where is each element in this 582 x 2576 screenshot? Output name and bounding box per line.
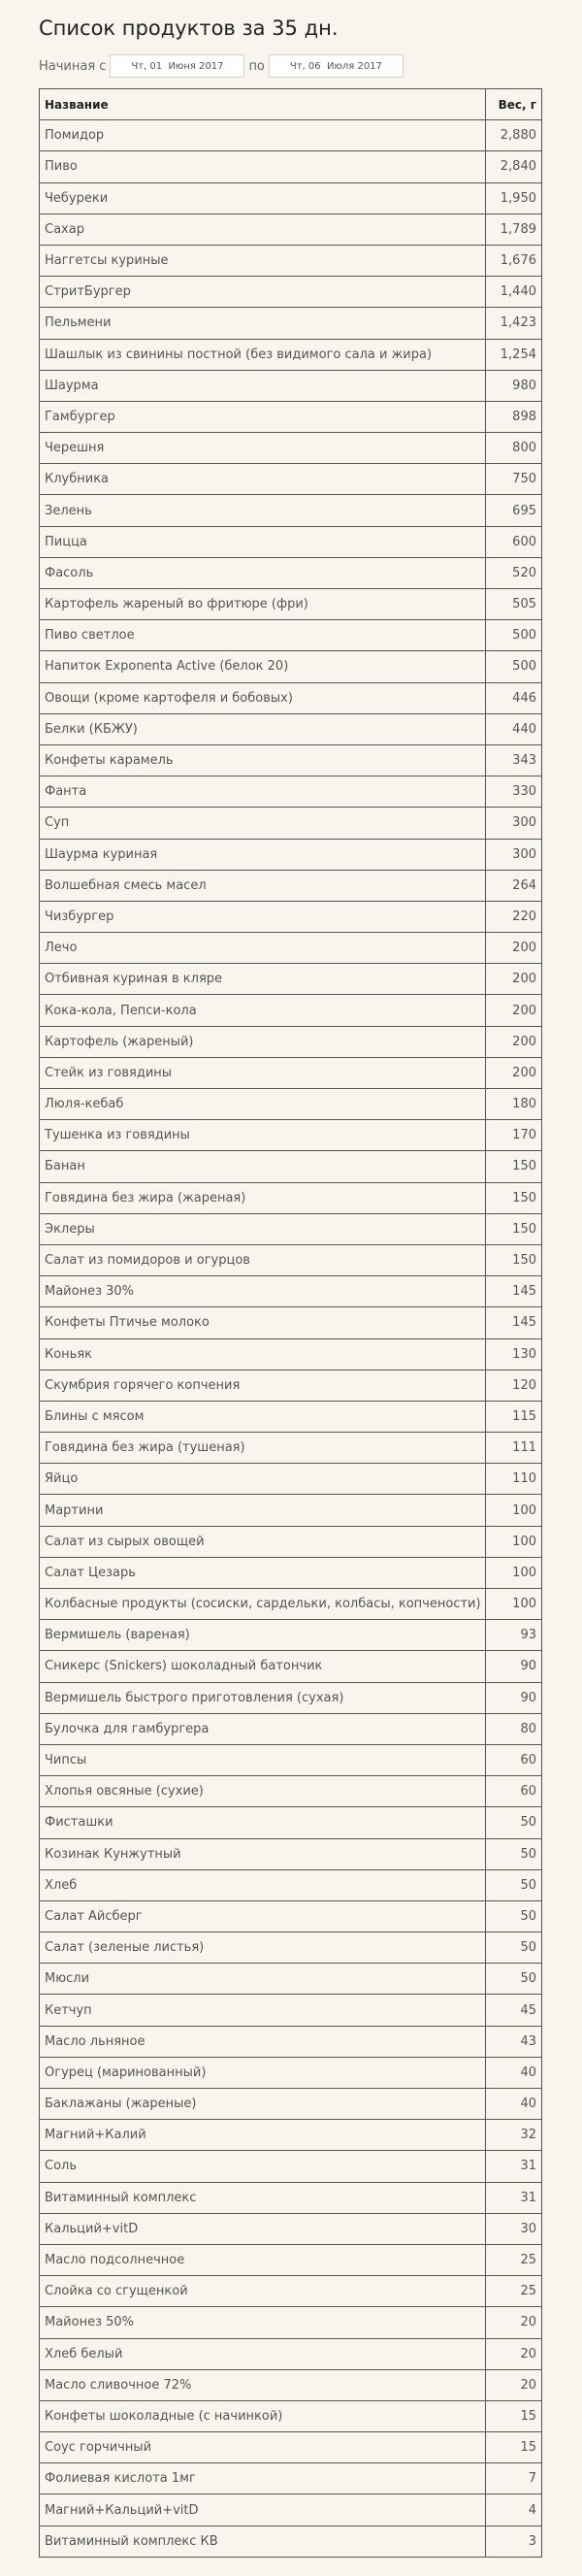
table-row — [40, 1120, 542, 1151]
table-row — [40, 2400, 542, 2431]
table-row — [40, 1151, 542, 1182]
product-weight: 500 — [486, 620, 542, 651]
product-name: Люля-кебаб — [40, 1089, 486, 1120]
table-row — [40, 120, 542, 151]
table-row — [40, 2089, 542, 2120]
product-name: Фанта — [40, 776, 486, 808]
product-name: Масло льняное — [40, 2026, 486, 2057]
table-row — [40, 651, 542, 682]
product-weight: 300 — [486, 839, 542, 870]
product-name: Витаминный комплекс КВ — [40, 2526, 486, 2557]
table-row — [40, 933, 542, 964]
table-row — [40, 526, 542, 557]
product-name: Лечо — [40, 933, 486, 964]
table-row — [40, 1744, 542, 1775]
product-name: Гамбургер — [40, 401, 486, 432]
table-row — [40, 308, 542, 339]
product-name: Зелень — [40, 495, 486, 526]
product-weight: 31 — [486, 2151, 542, 2182]
product-weight: 100 — [486, 1526, 542, 1557]
table-row — [40, 1213, 542, 1244]
product-name: Кальций+vitD — [40, 2213, 486, 2244]
table-row — [40, 1838, 542, 1869]
product-weight: 50 — [486, 1807, 542, 1838]
product-weight: 50 — [486, 1932, 542, 1964]
product-name: Колбасные продукты (сосиски, сардельки, колбасы, копчености) — [40, 1589, 486, 1620]
product-name: СтритБургер — [40, 277, 486, 308]
product-name: Хлеб — [40, 1869, 486, 1900]
product-weight: 145 — [486, 1276, 542, 1307]
table-header-row — [40, 89, 542, 120]
table-row — [40, 1900, 542, 1932]
product-name: Эклеры — [40, 1213, 486, 1244]
product-weight: 695 — [486, 495, 542, 526]
table-row — [40, 1026, 542, 1057]
product-weight: 750 — [486, 464, 542, 495]
table-row — [40, 182, 542, 214]
product-weight: 800 — [486, 433, 542, 464]
table-row — [40, 214, 542, 245]
product-name: Салат (зеленые листья) — [40, 1932, 486, 1964]
table-row — [40, 1651, 542, 1682]
product-weight: 45 — [486, 1995, 542, 2026]
product-weight: 300 — [486, 808, 542, 839]
product-weight: 20 — [486, 2369, 542, 2400]
product-weight: 150 — [486, 1244, 542, 1275]
product-name: Коньяк — [40, 1338, 486, 1370]
product-weight: 3 — [486, 2526, 542, 2557]
product-name: Пицца — [40, 526, 486, 557]
product-weight: 200 — [486, 964, 542, 995]
product-name: Шаурма — [40, 370, 486, 401]
product-weight: 1,254 — [486, 339, 542, 370]
product-weight: 110 — [486, 1464, 542, 1495]
from-date-input[interactable] — [110, 54, 244, 78]
product-weight: 170 — [486, 1120, 542, 1151]
product-name: Вермишель быстрого приготовления (сухая) — [40, 1682, 486, 1713]
product-name: Булочка для гамбургера — [40, 1713, 486, 1744]
product-name: Фасоль — [40, 557, 486, 588]
product-weight: 60 — [486, 1776, 542, 1807]
table-row — [40, 2369, 542, 2400]
product-weight: 31 — [486, 2182, 542, 2213]
product-name: Мюсли — [40, 1964, 486, 1995]
product-weight: 111 — [486, 1433, 542, 1464]
table-row — [40, 2526, 542, 2557]
product-name: Помидор — [40, 120, 486, 151]
table-row — [40, 370, 542, 401]
product-name: Хлеб белый — [40, 2338, 486, 2369]
product-weight: 200 — [486, 995, 542, 1026]
product-weight: 600 — [486, 526, 542, 557]
product-name: Наггетсы куриные — [40, 245, 486, 276]
table-row — [40, 2026, 542, 2057]
table-row — [40, 1526, 542, 1557]
product-name: Говядина без жира (тушеная) — [40, 1433, 486, 1464]
product-weight: 100 — [486, 1589, 542, 1620]
page-title: Список продуктов за 35 дн. — [39, 17, 339, 40]
product-weight: 1,676 — [486, 245, 542, 276]
table-row — [40, 557, 542, 588]
table-row — [40, 839, 542, 870]
product-name: Конфеты шоколадные (с начинкой) — [40, 2400, 486, 2431]
product-weight: 50 — [486, 1900, 542, 1932]
table-row — [40, 1307, 542, 1338]
table-row — [40, 1244, 542, 1275]
product-weight: 7 — [486, 2463, 542, 2494]
product-name: Напиток Exponenta Active (белок 20) — [40, 651, 486, 682]
product-weight: 446 — [486, 682, 542, 713]
table-row — [40, 808, 542, 839]
product-name: Волшебная смесь масел — [40, 870, 486, 901]
product-name: Пельмени — [40, 308, 486, 339]
table-row — [40, 1620, 542, 1651]
product-name: Скумбрия горячего копчения — [40, 1370, 486, 1401]
to-date-input[interactable] — [269, 54, 404, 78]
product-name: Отбивная куриная в кляре — [40, 964, 486, 995]
product-name: Сникерс (Snickers) шоколадный батончик — [40, 1651, 486, 1682]
product-weight: 500 — [486, 651, 542, 682]
product-weight: 145 — [486, 1307, 542, 1338]
product-name: Майонез 50% — [40, 2307, 486, 2338]
product-weight: 220 — [486, 901, 542, 932]
product-weight: 150 — [486, 1213, 542, 1244]
table-row — [40, 1401, 542, 1432]
table-row — [40, 1776, 542, 1807]
product-name: Салат из сырых овощей — [40, 1526, 486, 1557]
product-name: Салат из помидоров и огурцов — [40, 1244, 486, 1275]
product-name: Соус горчичный — [40, 2432, 486, 2463]
product-weight: 93 — [486, 1620, 542, 1651]
product-name: Шашлык из свинины постной (без видимого сала и жира) — [40, 339, 486, 370]
product-weight: 2,880 — [486, 120, 542, 151]
product-name: Витаминный комплекс — [40, 2182, 486, 2213]
product-weight: 15 — [486, 2432, 542, 2463]
table-row — [40, 1433, 542, 1464]
table-row — [40, 2494, 542, 2526]
product-name: Вермишель (вареная) — [40, 1620, 486, 1651]
product-name: Черешня — [40, 433, 486, 464]
table-row — [40, 2338, 542, 2369]
product-name: Мартини — [40, 1495, 486, 1526]
product-name: Магний+Кальций+vitD — [40, 2494, 486, 2526]
table-row — [40, 2182, 542, 2213]
product-weight: 25 — [486, 2244, 542, 2275]
product-name: Стейк из говядины — [40, 1057, 486, 1088]
product-name: Огурец (маринованный) — [40, 2057, 486, 2088]
product-name: Фисташки — [40, 1807, 486, 1838]
product-weight: 100 — [486, 1495, 542, 1526]
table-row — [40, 1995, 542, 2026]
product-name: Картофель (жареный) — [40, 1026, 486, 1057]
table-row — [40, 1682, 542, 1713]
table-row — [40, 2244, 542, 2275]
product-name: Суп — [40, 808, 486, 839]
table-row — [40, 901, 542, 932]
product-weight: 130 — [486, 1338, 542, 1370]
from-label: Начиная с — [39, 58, 107, 74]
product-name: Кока-кола, Пепси-кола — [40, 995, 486, 1026]
product-name: Чебуреки — [40, 182, 486, 214]
product-name: Сахар — [40, 214, 486, 245]
product-name: Салат Айсберг — [40, 1900, 486, 1932]
product-weight: 50 — [486, 1838, 542, 1869]
column-header-name: Название — [40, 89, 486, 120]
table-row — [40, 1495, 542, 1526]
table-row — [40, 1932, 542, 1964]
table-body — [40, 120, 542, 2558]
table-row — [40, 1182, 542, 1213]
product-name: Блины с мясом — [40, 1401, 486, 1432]
product-weight: 330 — [486, 776, 542, 808]
date-range — [39, 53, 543, 79]
to-label: по — [248, 58, 265, 74]
product-weight: 200 — [486, 1026, 542, 1057]
product-name: Козинак Кунжутный — [40, 1838, 486, 1869]
product-weight: 980 — [486, 370, 542, 401]
product-weight: 150 — [486, 1182, 542, 1213]
table-row — [40, 964, 542, 995]
product-weight: 20 — [486, 2338, 542, 2369]
product-weight: 30 — [486, 2213, 542, 2244]
product-weight: 90 — [486, 1651, 542, 1682]
product-weight: 90 — [486, 1682, 542, 1713]
product-name: Чипсы — [40, 1744, 486, 1775]
table-row — [40, 151, 542, 182]
product-weight: 343 — [486, 744, 542, 776]
product-name: Банан — [40, 1151, 486, 1182]
product-weight: 115 — [486, 1401, 542, 1432]
table-row — [40, 1276, 542, 1307]
product-weight: 898 — [486, 401, 542, 432]
product-weight: 150 — [486, 1151, 542, 1182]
table-row — [40, 464, 542, 495]
product-weight: 1,950 — [486, 182, 542, 214]
table-row — [40, 682, 542, 713]
product-weight: 2,840 — [486, 151, 542, 182]
product-weight: 60 — [486, 1744, 542, 1775]
product-weight: 50 — [486, 1869, 542, 1900]
product-weight: 80 — [486, 1713, 542, 1744]
product-weight: 200 — [486, 933, 542, 964]
product-weight: 180 — [486, 1089, 542, 1120]
product-weight: 4 — [486, 2494, 542, 2526]
table-row — [40, 401, 542, 432]
product-weight: 120 — [486, 1370, 542, 1401]
product-name: Чизбургер — [40, 901, 486, 932]
table-row — [40, 776, 542, 808]
table-row — [40, 1464, 542, 1495]
product-weight: 200 — [486, 1057, 542, 1088]
table-row — [40, 433, 542, 464]
product-weight: 1,789 — [486, 214, 542, 245]
product-name: Баклажаны (жареные) — [40, 2089, 486, 2120]
product-name: Конфеты карамель — [40, 744, 486, 776]
product-name: Говядина без жира (жареная) — [40, 1182, 486, 1213]
products-table — [39, 88, 542, 2558]
product-weight: 440 — [486, 713, 542, 744]
table-row — [40, 277, 542, 308]
product-name: Пиво светлое — [40, 620, 486, 651]
table-row — [40, 2463, 542, 2494]
table-row — [40, 2120, 542, 2151]
product-name: Шаурма куриная — [40, 839, 486, 870]
product-weight: 43 — [486, 2026, 542, 2057]
table-row — [40, 245, 542, 276]
product-weight: 25 — [486, 2276, 542, 2307]
product-name: Тушенка из говядины — [40, 1120, 486, 1151]
table-row — [40, 1370, 542, 1401]
product-name: Яйцо — [40, 1464, 486, 1495]
table-row — [40, 1964, 542, 1995]
product-name: Хлопья овсяные (сухие) — [40, 1776, 486, 1807]
table-row — [40, 2151, 542, 2182]
product-weight: 40 — [486, 2089, 542, 2120]
product-name: Фолиевая кислота 1мг — [40, 2463, 486, 2494]
product-weight: 40 — [486, 2057, 542, 2088]
product-name: Масло сливочное 72% — [40, 2369, 486, 2400]
table-row — [40, 1057, 542, 1088]
table-row — [40, 744, 542, 776]
table-row — [40, 1807, 542, 1838]
product-name: Масло подсолнечное — [40, 2244, 486, 2275]
product-name: Конфеты Птичье молоко — [40, 1307, 486, 1338]
table-row — [40, 589, 542, 620]
table-row — [40, 339, 542, 370]
product-weight: 20 — [486, 2307, 542, 2338]
table-row — [40, 2432, 542, 2463]
product-weight: 520 — [486, 557, 542, 588]
product-name: Пиво — [40, 151, 486, 182]
table-row — [40, 495, 542, 526]
table-row — [40, 2307, 542, 2338]
product-weight: 1,440 — [486, 277, 542, 308]
product-weight: 100 — [486, 1557, 542, 1588]
product-weight: 50 — [486, 1964, 542, 1995]
table-row — [40, 2276, 542, 2307]
table-row — [40, 1557, 542, 1588]
product-name: Белки (КБЖУ) — [40, 713, 486, 744]
product-name: Соль — [40, 2151, 486, 2182]
table-row — [40, 620, 542, 651]
table-row — [40, 1589, 542, 1620]
product-weight: 1,423 — [486, 308, 542, 339]
table-row — [40, 1869, 542, 1900]
table-row — [40, 870, 542, 901]
table-row — [40, 2057, 542, 2088]
product-weight: 15 — [486, 2400, 542, 2431]
table-row — [40, 995, 542, 1026]
table-row — [40, 2213, 542, 2244]
product-name: Салат Цезарь — [40, 1557, 486, 1588]
table-row — [40, 713, 542, 744]
table-row — [40, 1713, 542, 1744]
product-name: Картофель жареный во фритюре (фри) — [40, 589, 486, 620]
product-weight: 32 — [486, 2120, 542, 2151]
column-header-weight: Вес, г — [486, 89, 542, 120]
product-name: Слойка со сгущенкой — [40, 2276, 486, 2307]
product-name: Кетчуп — [40, 1995, 486, 2026]
product-weight: 264 — [486, 870, 542, 901]
product-name: Майонез 30% — [40, 1276, 486, 1307]
table-row — [40, 1338, 542, 1370]
product-weight: 505 — [486, 589, 542, 620]
product-name: Клубника — [40, 464, 486, 495]
product-name: Овощи (кроме картофеля и бобовых) — [40, 682, 486, 713]
table-row — [40, 1089, 542, 1120]
product-name: Магний+Калий — [40, 2120, 486, 2151]
